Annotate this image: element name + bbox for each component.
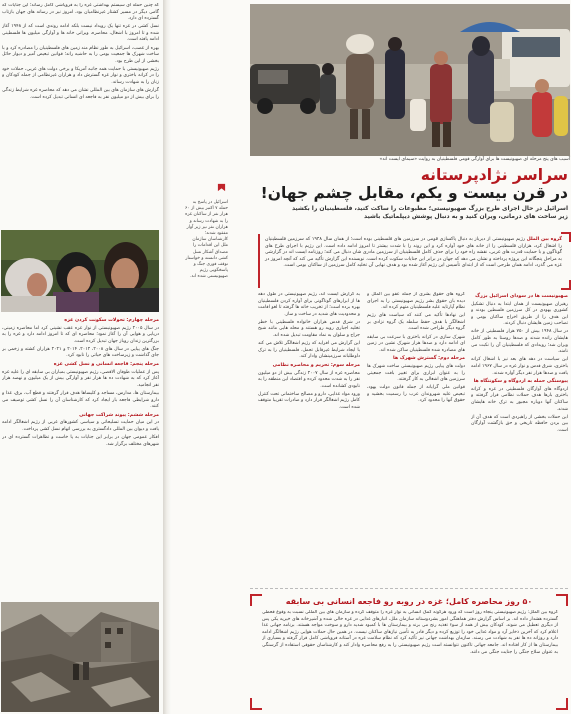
section-heading: پیوستگی حمله به اردوگاه و سکونتگاه ها (473, 379, 568, 385)
red-bookmark-icon (217, 183, 226, 192)
section-heading: مرحله دوم: گسترش شهرک ها (393, 356, 465, 362)
paragraph: دولت های پیاپی رژیم صهیونیستی ساخت شهرک ها را به عنوان ابزاری برای تغییر بافت جمعیتی سرزمین های اشغالی به کار گرفتند. (367, 363, 465, 383)
paragraph: قوانین ملی گرایانه از جمله قانون دولت یهود، تبعیض علیه شهروندان عرب را رسمیت بخشید و حقوق آنها را محدود کرد. (367, 385, 465, 404)
section-heading: مرحله پنجم: فاجعه انسانی و نسل کشی غزه (53, 362, 159, 368)
paragraph: در این میان حمایت تسلیحاتی و سیاسی کشورهای غربی از رژیم اشغالگر ادامه یافت و دیوان بین المللی دادگستری به بررسی اتهام نسل کشی پرداخت. (2, 420, 159, 432)
photo-caption: آسیب های پنج مرحله ای صهیونیست ها برای آوارگی قومی فلسطینیان به روایت «سیمای ایست اند» (379, 157, 570, 162)
grieving-women-photo (1, 230, 159, 312)
section-heading: مرحله ششم: پیوند شراکت جهانی (79, 412, 159, 418)
paragraph: گزارش های سازمان های بین المللی نشان می دهد که محاصره غزه شرایط زندگی را برای بیش از دو میلیون نفر به فاجعه ای انسانی تبدیل کرده است. (2, 88, 159, 100)
paragraph: پس از عملیات طوفان الاقصی، رژیم صهیونیستی بمباران بی سابقه ای را علیه غزه آغاز کرد که به شهادت ده ها هزار نفر و آوارگی بیش از یک میلیون و نهصد هزار نفر انجامید. (2, 369, 159, 388)
paragraph: محاصره غزه از سال ۲۰۰۷ زندگی بیش از دو میلیون نفر را به شدت محدود کرده و اقتصاد این منطقه را به نابودی کشانده است. (258, 370, 360, 389)
paragraph: این گزارش می افزاید که رژیم اشغالگر تلاش می کند با ایجاد شرایط غیرقابل تحمل، فلسطینیان را به ترک داوطلبانه سرزمینشان وادار کند. (258, 341, 360, 360)
paragraph: ورود مواد غذایی، دارو و مصالح ساختمانی تحت کنترل کامل رژیم اشغالگر قرار دارد و صادرات تقریبا متوقف شده است. (258, 391, 360, 410)
summary-label: گروه بین الملل (526, 237, 562, 242)
paragraph: این سیاست در دهه های بعد نیز با اشغال کرانه باختری، شرق قدس و نوار غزه در سال ۱۹۶۷ ادامه یافت و صدها هزار نفر دیگر آواره شدند. (471, 357, 568, 376)
bottom-boxed-article (250, 594, 568, 710)
paragraph: شهرک سازی در کرانه باختری با سرعت بی سابقه ای ادامه دارد و صدها هزار شهرک نشین در زمین های مصادره شده فلسطینیان ساکن شده اند. (367, 334, 465, 353)
paragraph: بهره از غصب، اسرائیل به طور نظام مند زمین های فلسطینیان را مصادره کرد و با ساخت شهرک ها جمعیت بومی را به حاشیه راند؛ قوانین تبعیض آمیز و دیوار حائل بخشی از این طرح بود. (2, 45, 159, 64)
headline-line-2: در قرن بیست و یکم، مقابل چشم جهان! (260, 184, 568, 202)
frame-corner (561, 280, 571, 290)
right-page (171, 0, 571, 714)
paragraph: این حملات بخشی از راهبردی است که هدف آن از بین بردن حافظه تاریخی و حق بازگشت آوارگان است. (471, 414, 568, 433)
frame-corner (250, 698, 262, 710)
section-divider (250, 588, 568, 589)
lead-line-2: زیر ساخت های درمانی، ویران کنید و به دنبال پوشش دیپلماتیک باشید (364, 213, 568, 220)
paragraph: اردوگاه های آوارگان فلسطینی در غزه و کرانه باختری بارها هدف حملات نظامی قرار گرفتند و ساکنان آنها دوباره مجبور به ترک خانه هایشان شدند. (471, 386, 568, 412)
paragraph: رژیم صهیونیستی با حمایت همه جانبه آمریکا و برخی دولت های غربی، حملات خود را در کرانه باختری و نوار غزه گسترش داد و هزاران غیرنظامی از جمله کودکان و زنان را به شهادت رساند. (2, 66, 159, 86)
summary-body: رژیم صهیونیستی از دیرباز به دنبال پاکسازی قومی در سرزمین های فلسطینی بوده است؛ از همان سال ۱۹۴۸ که سرزمین فلسطینیان را اشغال کرد، هزاران فلسطینی را از خانه های خود آواره کرد و این روند را با شدت بیشتر تا امروز ادامه داده است. این رژیم با اجرای طرح های گوناگون و با حمایت قدرت های غربی، نقشه راه خود را برای حذف کامل فلسطینیان از سرزمین مادری شان دنبال می کند؛ روزنامه ایست اند در گزارشی به مراحل پنجگانه این پروژه پرداخته و نشان می دهد که جهان در برابر این جنایات سکوت کرده است. نویسنده این گزارش تأکید می کند که آنچه امروز در غزه می گذرد، ادامه همان طرحی است که از ابتدای تأسیس این رژیم آغاز شده بود و هدف نهایی آن تخلیه کامل سرزمین از ساکنان بومی است. (265, 237, 562, 269)
side-note: اسرائیل در پاسخ به حمله ۷ اکتبر بیش از ۶۰ هزار نفر از ساکنان غزه را به شهادت رساند و هزاران نفر نیز زیر آوار مفقود شدند؛ کارشناسان سازمان ملل این اقدامات را مصداق آشکار نسل کشی دانسته و خواستار توقف فوری جنگ و پاسخگویی رژیم صهیونیستی شده اند. (185, 200, 228, 280)
left-top-text (2, 3, 159, 226)
headline-line-1: سراسر نژادپرستانه (420, 166, 568, 184)
paragraph: به گزارش ایست اند، رژیم صهیونیستی در طول دهه ها از ابزارهای گوناگونی برای آواره کردن فلسطینیان بهره برده است؛ از تخریب خانه ها گرفته تا لغو اقامت و محدودیت های شدید در ساخت و ساز. (258, 292, 360, 317)
paragraph: بیمارستان ها، مدارس، مساجد و کلیساها هدف قرار گرفتند و قطع آب، برق، غذا و دارو شرایطی فاجعه بار ایجاد کرد که کارشناسان آن را نسل کشی توصیف می کنند. (2, 390, 159, 410)
page-gutter (163, 0, 171, 714)
paragraph: افکار عمومی جهان در برابر این جنایات به پا خاست و تظاهرات گسترده ای در شهرهای مختلف برگزار شد. (2, 435, 159, 447)
headline-block (250, 166, 568, 221)
left-page (0, 0, 163, 714)
lead-line-1: اسرائیل در حال اجرای طرح بزرگ صهیونیستی؛ مطبوعات را ساکت کنید، فلسطینیان را بکشید (291, 205, 568, 212)
summary-text (265, 237, 562, 270)
bottom-article-title: ۵۰ روز محاصره کامل؛ غزه در روبه رو فاجعه انسانی بی سابقه (285, 597, 533, 606)
paragraph: که چنین حمله ای سیستم بهداشتی غزه را به فروپاشی کامل رساند؛ این جنایات که گامی دیگر در مسیر کشتار غیرنظامیان بود، امروز نیز در رسانه های جهان بازتاب گسترده ای دارد. (2, 3, 159, 22)
paragraph: در شرق قدس هزاران خانواده فلسطینی با خطر تخلیه اجباری روبه رو هستند و محله هایی مانند شیخ جراح و سلوان به نماد مقاومت تبدیل شده اند. (258, 319, 360, 339)
article-column-left (258, 292, 360, 584)
destroyed-buildings-photo (1, 602, 159, 712)
summary-box (258, 234, 567, 288)
paragraph: این نهادها تأکید می کنند که سیاست های رژیم اشغالگر با هدف حفظ سلطه یک گروه نژادی بر گروه دیگر طراحی شده است. (367, 313, 465, 332)
paragraph: نسل کشی در غزه تنها یک رویداد نیست بلکه ادامه روندی است که از ۱۹۴۸ آغاز شده و تا امروز با اشغال، محاصره، ویرانی خانه ها و آوارگی میلیون ها فلسطینی ادامه یافته است. (2, 24, 159, 43)
section-heading: صهیونیست ها در سودای اسرائیل بزرگ (475, 294, 568, 299)
section-heading: مرحله چهارم: تحولات سکونت کردن غزه (64, 318, 159, 323)
hero-photo-displaced-family (250, 4, 570, 156)
paragraph: در سال ۱۹۴۸ بیش از ۷۵۰ هزار فلسطینی از خانه هایشان رانده شدند و صدها روستا به طور کامل ویران شد؛ رویدادی که فلسطینیان آن را نکبت می نامند. (471, 329, 568, 355)
frame-corner (561, 232, 571, 242)
article-column-right (471, 292, 568, 584)
paragraph: جنگ های پیاپی در سال های ۲۰۰۸، ۲۰۱۲، ۲۰۱۴ و ۲۰۲۱ هزاران کشته و زخمی بر جای گذاشت و زیرساخت های حیاتی را نابود کرد. (2, 346, 159, 359)
section-heading: مرحله سوم: تحریم و محاصره نظامی (272, 362, 360, 368)
bottom-article-text: گروه بین الملل: رژیم صهیونیستی پنجاه روز است که ورود هرگونه کمک انسانی به نوار غزه را متوقف کرده و سازمان های بین المللی نسبت به وقوع قحطی گسترده هشدار داده اند. بر اساس گزارش دفتر هماهنگی امور بشردوستانه سازمان ملل، انبارهای غذایی در غزه خالی شده و آشپزخانه های خیریه یکی پس از دیگری تعطیل می شوند. کودکان بیش از همه از سوء تغذیه رنج می برند و بیمارستان ها با کمبود شدید دارو و سوخت مواجه هستند. برنامه جهانی غذا اعلام کرد که آخرین ذخایر آرد و مواد غذایی خود را توزیع کرده و دیگر قادر به تأمین نیازهای ساکنان نیست. در همین حال حملات هوایی رژیم اشغالگر ادامه دارد و روزانه ده ها نفر به شهادت می رسند. سازمان بهداشت جهانی نیز تأکید کرد که نظام سلامت غزه در آستانه فروپاشی کامل قرار گرفته و بسیاری از بیمارستان ها از کار افتاده اند. جامعه جهانی تاکنون نتوانسته است رژیم صهیونیستی را به رفع محاصره وادار کند و کارشناسان حقوقی استفاده از گرسنگی به عنوان سلاح جنگی را جنایت جنگی می دانند. (262, 610, 558, 655)
paragraph: گروه های حقوق بشری از جمله عفو بین الملل و دیده بان حقوق بشر رژیم صهیونیستی را به اجرای نظام آپارتاید علیه فلسطینیان متهم کرده اند. (367, 292, 465, 311)
paragraph: در سال ۲۰۰۵ رژیم صهیونیستی از نوار غزه عقب نشینی کرد اما محاصره زمینی، دریایی و هوایی آن را آغاز نمود؛ محاصره ای که تا امروز ادامه دارد و غزه را به بزرگترین زندان روباز جهان تبدیل کرده است. (2, 325, 159, 344)
left-middle-text (2, 316, 159, 598)
paragraph: رهبران صهیونیست از همان ابتدا به دنبال تشکیل کشوری یهودی در کل سرزمین فلسطین بودند و این هدف را از طریق اخراج ساکنان بومی و تصاحب زمین هایشان دنبال کردند. (471, 301, 568, 327)
article-column-middle (367, 292, 465, 584)
